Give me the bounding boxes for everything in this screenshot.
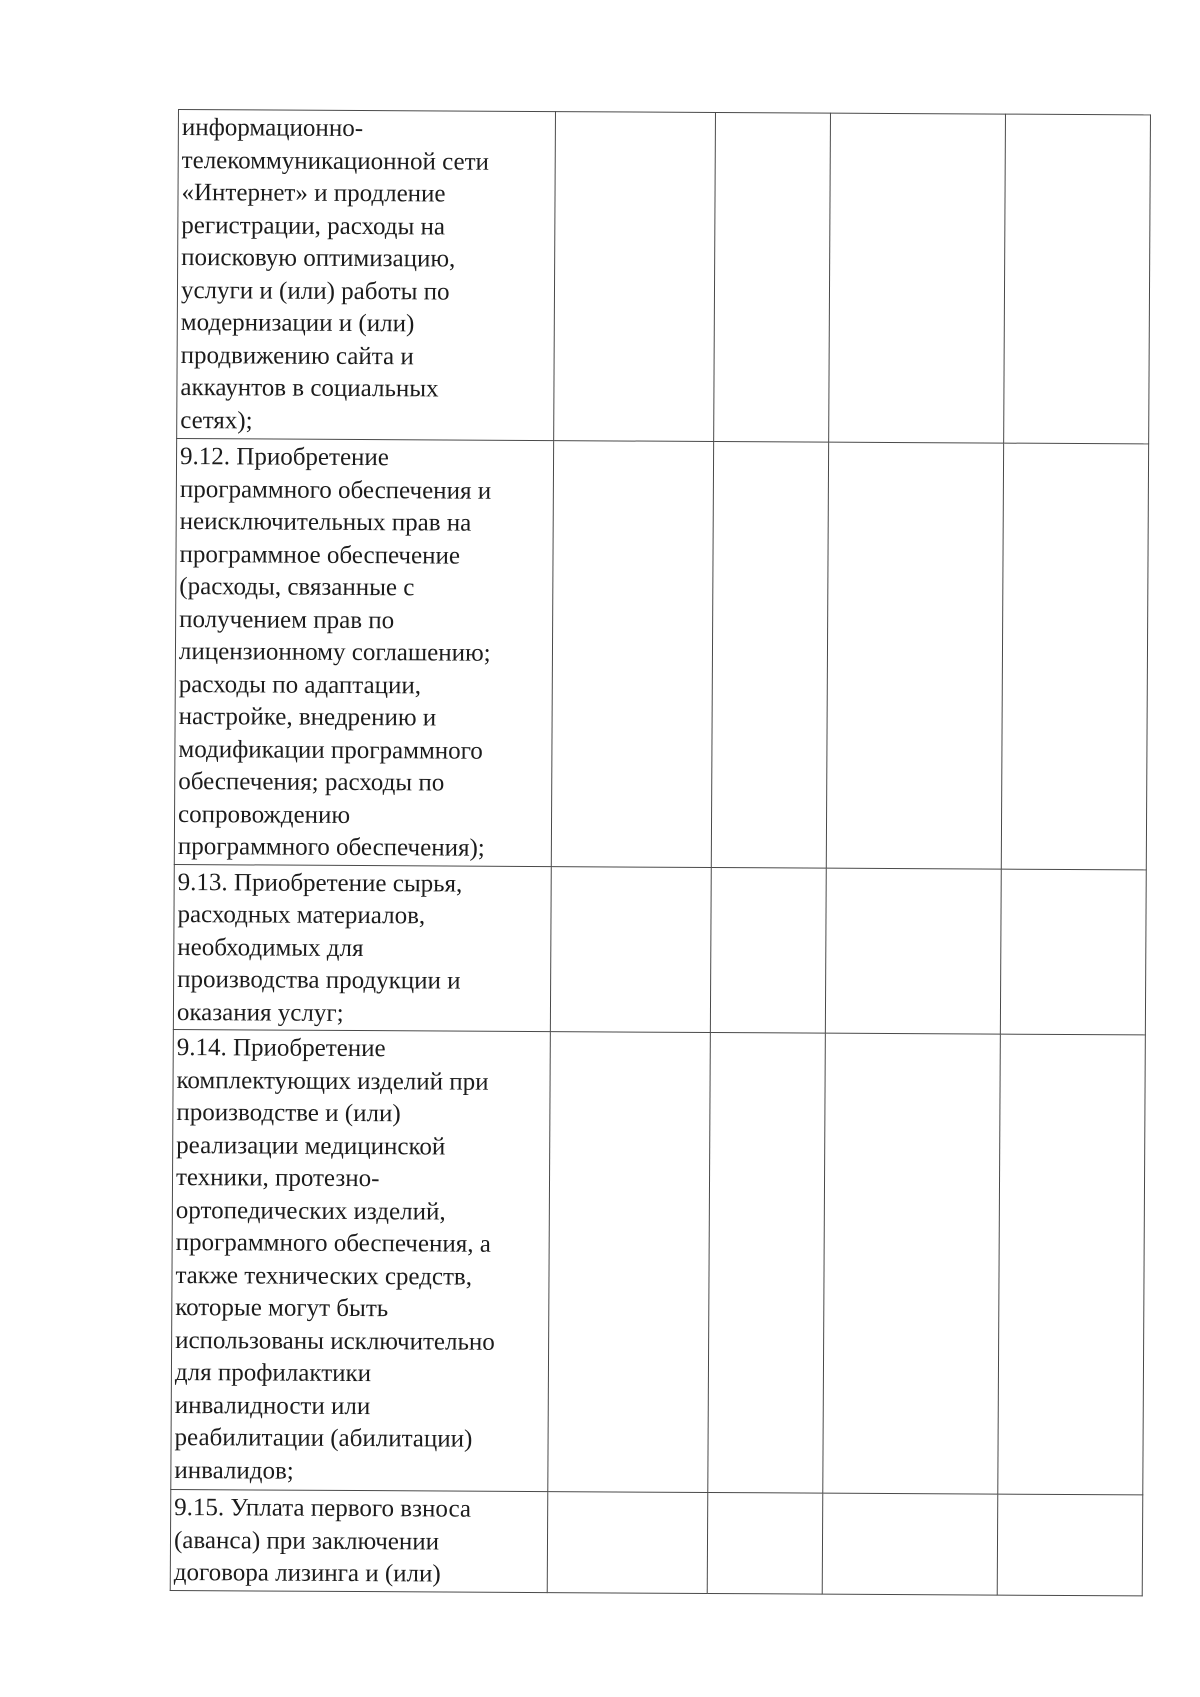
empty-cell xyxy=(1000,869,1146,1035)
table-row xyxy=(170,1489,1143,1595)
empty-cell xyxy=(826,442,1003,868)
empty-cell xyxy=(825,868,1001,1034)
empty-cell xyxy=(554,112,716,442)
empty-cell xyxy=(1001,443,1148,869)
row-description: 9.14. Приобретение комплектующих изделий при производстве и (или) реализации медицинской техники, протезно- ортопедических изделий, программного обеспечения, а также технических средств, которые могут быть использованы исключительно для профилактики инвалидности или реабилитации (абилитации) инвалидов; xyxy=(171,1029,551,1491)
empty-cell xyxy=(708,1032,826,1493)
empty-cell xyxy=(823,1033,1001,1494)
empty-cell xyxy=(1004,114,1151,444)
empty-cell xyxy=(997,1494,1143,1595)
empty-cell xyxy=(711,441,828,867)
row-description: 9.13. Приобретение сырья, расходных материалов, необходимых для производства продукции и оказания услуг; xyxy=(173,864,551,1032)
empty-cell xyxy=(547,1492,708,1593)
table-row xyxy=(173,864,1146,1035)
row-description: информационно- телекоммуникационной сети «Интернет» и продление регистрации, расходы на поисковую оптимизацию, услуги и (или) работы по модернизации и (или) продвижению сайта и аккаунтов в социальных сетях); xyxy=(177,110,556,441)
table-row xyxy=(177,110,1151,444)
empty-cell xyxy=(548,1032,711,1493)
empty-cell xyxy=(551,441,713,867)
row-description: 9.15. Уплата первого взноса (аванса) при заключении договора лизинга и (или) xyxy=(170,1489,548,1592)
row-description: 9.12. Приобретение программного обеспечения и неисключительных прав на программное обеспечение (расходы, связанные с получением прав по лицензионному соглашению; расходы по адаптации, настройке, внедрению и модификации программного обеспечения; расходы по сопровождению программного обеспечения); xyxy=(174,438,553,866)
empty-cell xyxy=(710,867,826,1033)
table-row xyxy=(174,438,1148,869)
table-row xyxy=(171,1029,1146,1494)
empty-cell xyxy=(998,1034,1146,1495)
empty-cell xyxy=(550,866,711,1032)
empty-cell xyxy=(829,113,1006,443)
empty-cell xyxy=(822,1493,998,1594)
empty-cell xyxy=(707,1492,823,1593)
expense-table xyxy=(170,109,1151,1596)
empty-cell xyxy=(714,113,831,443)
